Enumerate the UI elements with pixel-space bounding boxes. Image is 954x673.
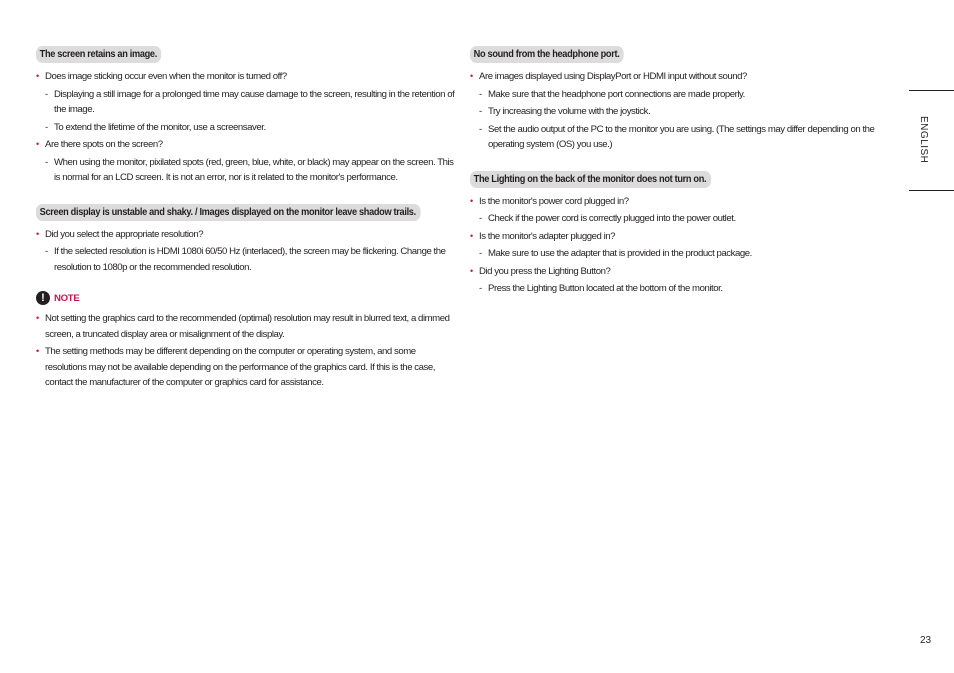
question-text: Are there spots on the screen? <box>45 139 163 150</box>
list-item <box>470 229 880 262</box>
sub-item: - Make sure to use the adapter that is provided in the product package. <box>479 246 880 262</box>
section-heading: Screen display is unstable and shaky. / Images displayed on the monitor leave shadow trails. <box>36 204 420 221</box>
sub-item: - Press the Lighting Button located at the bottom of the monitor. <box>479 281 880 297</box>
list-item <box>36 227 456 276</box>
sub-list <box>479 211 880 227</box>
list-item <box>36 69 456 135</box>
sub-list <box>479 246 880 262</box>
note-list <box>36 311 456 391</box>
section-no-sound <box>470 44 880 153</box>
sub-item: - Check if the power cord is correctly plugged into the power outlet. <box>479 211 880 227</box>
section-screen-retains-image <box>36 44 456 186</box>
note-item: • Not setting the graphics card to the recommended (optimal) resolution may result in blurred text, a dimmed screen, a truncated display area or misalignment of the display. <box>36 311 456 342</box>
note-header <box>36 291 456 305</box>
question-text: Did you select the appropriate resolution? <box>45 228 204 240</box>
sub-item: - Try increasing the volume with the joystick. <box>479 104 880 120</box>
sub-list <box>479 87 880 153</box>
section-heading: The Lighting on the back of the monitor does not turn on. <box>470 171 711 188</box>
list-item <box>36 137 456 186</box>
sub-list <box>479 281 880 297</box>
warning-icon: ! <box>36 291 50 305</box>
list-item <box>470 69 880 153</box>
right-column <box>470 44 880 313</box>
question-text: Does image sticking occur even when the monitor is turned off? <box>45 71 287 82</box>
section-screen-unstable <box>36 202 456 276</box>
sub-item: - When using the monitor, pixilated spots (red, green, blue, white, or black) may appear on the screen. This is normal for an LCD screen. It is not an error, nor is it related to the monitor's performance. <box>45 155 456 186</box>
question-text: Is the monitor's adapter plugged in? <box>479 230 616 242</box>
list-item <box>470 264 880 297</box>
question-text: Did you press the Lighting Button? <box>479 265 611 277</box>
sub-item: - Displaying a still image for a prolonged time may cause damage to the screen, resulting in the retention of the image. <box>45 87 456 118</box>
section-heading: No sound from the headphone port. <box>470 46 624 63</box>
list-item <box>470 194 880 227</box>
bullet-list <box>36 227 456 276</box>
note-item: • The setting methods may be different depending on the computer or operating system, and some resolutions may not be available depending on the performance of the graphics card. If this is the case, contact the manufacturer of the computer or graphics card for assistance. <box>36 344 456 391</box>
language-tab: ENGLISH <box>918 116 929 164</box>
sub-list <box>45 244 456 275</box>
sub-item: - If the selected resolution is HDMI 1080i 60/50 Hz (interlaced), the screen may be flickering. Change the resolution to 1080p or the recommended resolution. <box>45 244 456 275</box>
bullet-list <box>470 69 880 153</box>
note-block <box>36 291 456 391</box>
side-tab-divider-bottom <box>909 190 954 191</box>
bullet-list <box>470 194 880 297</box>
question-text: Is the monitor's power cord plugged in? <box>479 195 629 207</box>
sub-item: - To extend the lifetime of the monitor, use a screensaver. <box>45 120 456 136</box>
section-lighting-off <box>470 169 880 297</box>
bullet-list <box>36 69 456 186</box>
section-heading: The screen retains an image. <box>36 46 162 63</box>
question-text: Are images displayed using DisplayPort or HDMI input without sound? <box>479 71 747 82</box>
left-column <box>36 44 456 393</box>
sub-item: - Make sure that the headphone port connections are made properly. <box>479 87 880 103</box>
page-number: 23 <box>920 635 932 646</box>
sub-item: - Set the audio output of the PC to the monitor you are using. (The settings may differ depending on the operating system (OS) you use.) <box>479 122 880 153</box>
sub-list <box>45 155 456 186</box>
note-label: NOTE <box>54 292 80 304</box>
sub-list <box>45 87 456 136</box>
side-tab-divider-top <box>909 90 954 91</box>
